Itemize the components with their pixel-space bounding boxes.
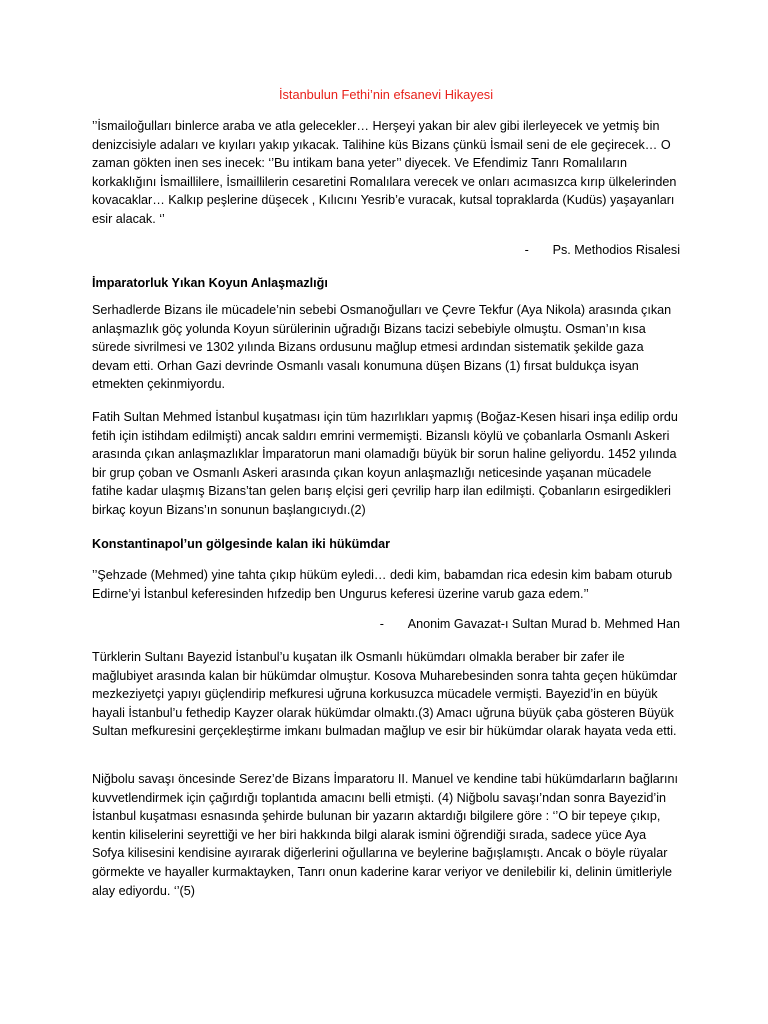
section-heading-1: İmparatorluk Yıkan Koyun Anlaşmazlığı: [92, 276, 328, 290]
section-heading-2: Konstantinapol’un gölgesinde kalan iki hükümdar: [92, 537, 391, 551]
paragraph-3: [92, 648, 680, 741]
attribution-source: Anonim Gavazat-ı Sultan Murad b. Mehmed Han: [407, 617, 680, 631]
second-quote-attribution: [380, 615, 680, 634]
paragraph-3-text: Türklerin Sultanı Bayezid İstanbul’u kuşatan ilk Osmanlı hükümdarı olmakla beraber bir zafer ile mağlubiyet arasında kalan bir hükümdar olmuştur. Kosova Muharebesinden sonra tahta geçen hükümdar mezkeziyetçi yapıyı güçlendirip mefkuresi uğruna korkusuzca mücadele vermişti. Bayezid’in en büyük hayali İstanbul’u fethedip Kayzer olarak hükümdar olmaktı.(3) Amacı uğruna büyük çaba gösteren Büyük Sultan mefkuresini gerçekleştirme imkanı bulmadan mağlup ve esir bir hükümdar olarak hayata veda etti.: [92, 650, 678, 739]
opening-quote-attribution: [525, 241, 680, 260]
attribution-dash: -: [379, 617, 384, 631]
paragraph-4: [92, 770, 680, 900]
paragraph-2: [92, 408, 680, 520]
opening-quote: [92, 117, 680, 229]
paragraph-1-text: Serhadlerde Bizans ile mücadele’nin sebebi Osmanoğulları ve Çevre Tekfur (Aya Nikola) arasında çıkan anlaşmazlık göç yolunda Koyun sürülerinin uğradığı Bizans tacizi sebebiyle olmuştu. Osman’ın kısa sürede sivrilmesi ve 1302 yılında Bizans ordusunu mağlup etmesi ardından sistematik şekilde gaza devam etti. Orhan Gazi devrinde Osmanlı vasalı konumuna düşen Bizans (1) fırsat buldukça isyan etmekten çekinmiyordu.: [92, 303, 672, 392]
attribution-dash: -: [524, 243, 529, 257]
second-quote-text: ’’Şehzade (Mehmed) yine tahta çıkıp hüküm eyledi… dedi kim, babamdan rica edesin kim babam oturub Edirne’yi İstanbul keferesinden hıfzedip ben Ungurus keferesi üzerine varub gaza edem.’’: [92, 568, 673, 601]
paragraph-4-text: Niğbolu savaşı öncesinde Serez’de Bizans İmparatoru II. Manuel ve kendine tabi hükümdarların bağlarını kuvvetlendirmek için çağırdığı toplantıda amacını belli etmişti. (4) Niğbolu savaşı’ndan sonra Bayezid’in İstanbul kuşatması esnasında şehirde bulunan bir yazarın aktardığı bilgilere göre : ‘’O bir tepeye çıkıp, kentin kiliselerini seyrettiği ve her biri hakkında bilgi alarak ismini öğrendiği sırada, sadece yüce Aya Sofya kilisesini kendisine ayırarak diğerlerini oğullarına ve beylerine bağışlamıştı. Ancak o böyle rüyalar görmekte ve hayaller kurmaktayken, Tanrı onun kaderine karar veriyor ve denilebilir ki, delinin ümitleriyle alay ediyordu. ‘’(5): [92, 772, 678, 898]
attribution-source: Ps. Methodios Risalesi: [552, 243, 680, 257]
second-quote: [92, 566, 680, 603]
paragraph-2-text: Fatih Sultan Mehmed İstanbul kuşatması için tüm hazırlıkları yapmış (Boğaz-Kesen hisari inşa edilip ordu fetih için istihdam edilmişti) ancak saldırı emrini vermemişti. Bizanslı köylü ve çobanlarla Osmanlı Askeri arasında çıkan anlaşmazlıklar İmparatorun mani olamadığı büyük bir sorun haline geliyordu. 1452 yılında bir grup çoban ve Osmanlı Askeri arasında çıkan koyun anlaşmazlığı neticesinde yaşanan mücadele fatihe kadar ulaşmış Bizans’tan gelen barış elçisi geri çevrilip harp ilan edilmişti. Çobanların esirgedikleri birkaç koyun Bizans’ın sonunun başlangıcıydı.(2): [92, 410, 678, 517]
paragraph-1: [92, 301, 680, 394]
document-title: İstanbulun Fethi’nin efsanevi Hikayesi: [278, 87, 494, 102]
opening-quote-text: ’’İsmailoğulları binlerce araba ve atla gelecekler… Herşeyi yakan bir alev gibi ilerleyecek ve yetmiş bin denizcisiyle adaları ve kıyıları yakıp yıkacak. Talihine küs Bizans çünkü İsmail seni de ele geçirecek… O zaman gökten inen ses inecek: ‘’Bu intikam bana yeter’’ diyecek. Ve Efendimiz Tanrı Romalıların korkaklığını İsmaillilere, İsmaillilerin cesaretini Romalılara verecek ve onları acımasızca kırıp ülkelerinden kovacaklar… Kalkıp peşlerine düşecek , Kılıcını Yesrib’e vuracak, kutsal topraklarda (Kudüs) yaşayanları esir alacak. ‘’: [92, 119, 677, 226]
